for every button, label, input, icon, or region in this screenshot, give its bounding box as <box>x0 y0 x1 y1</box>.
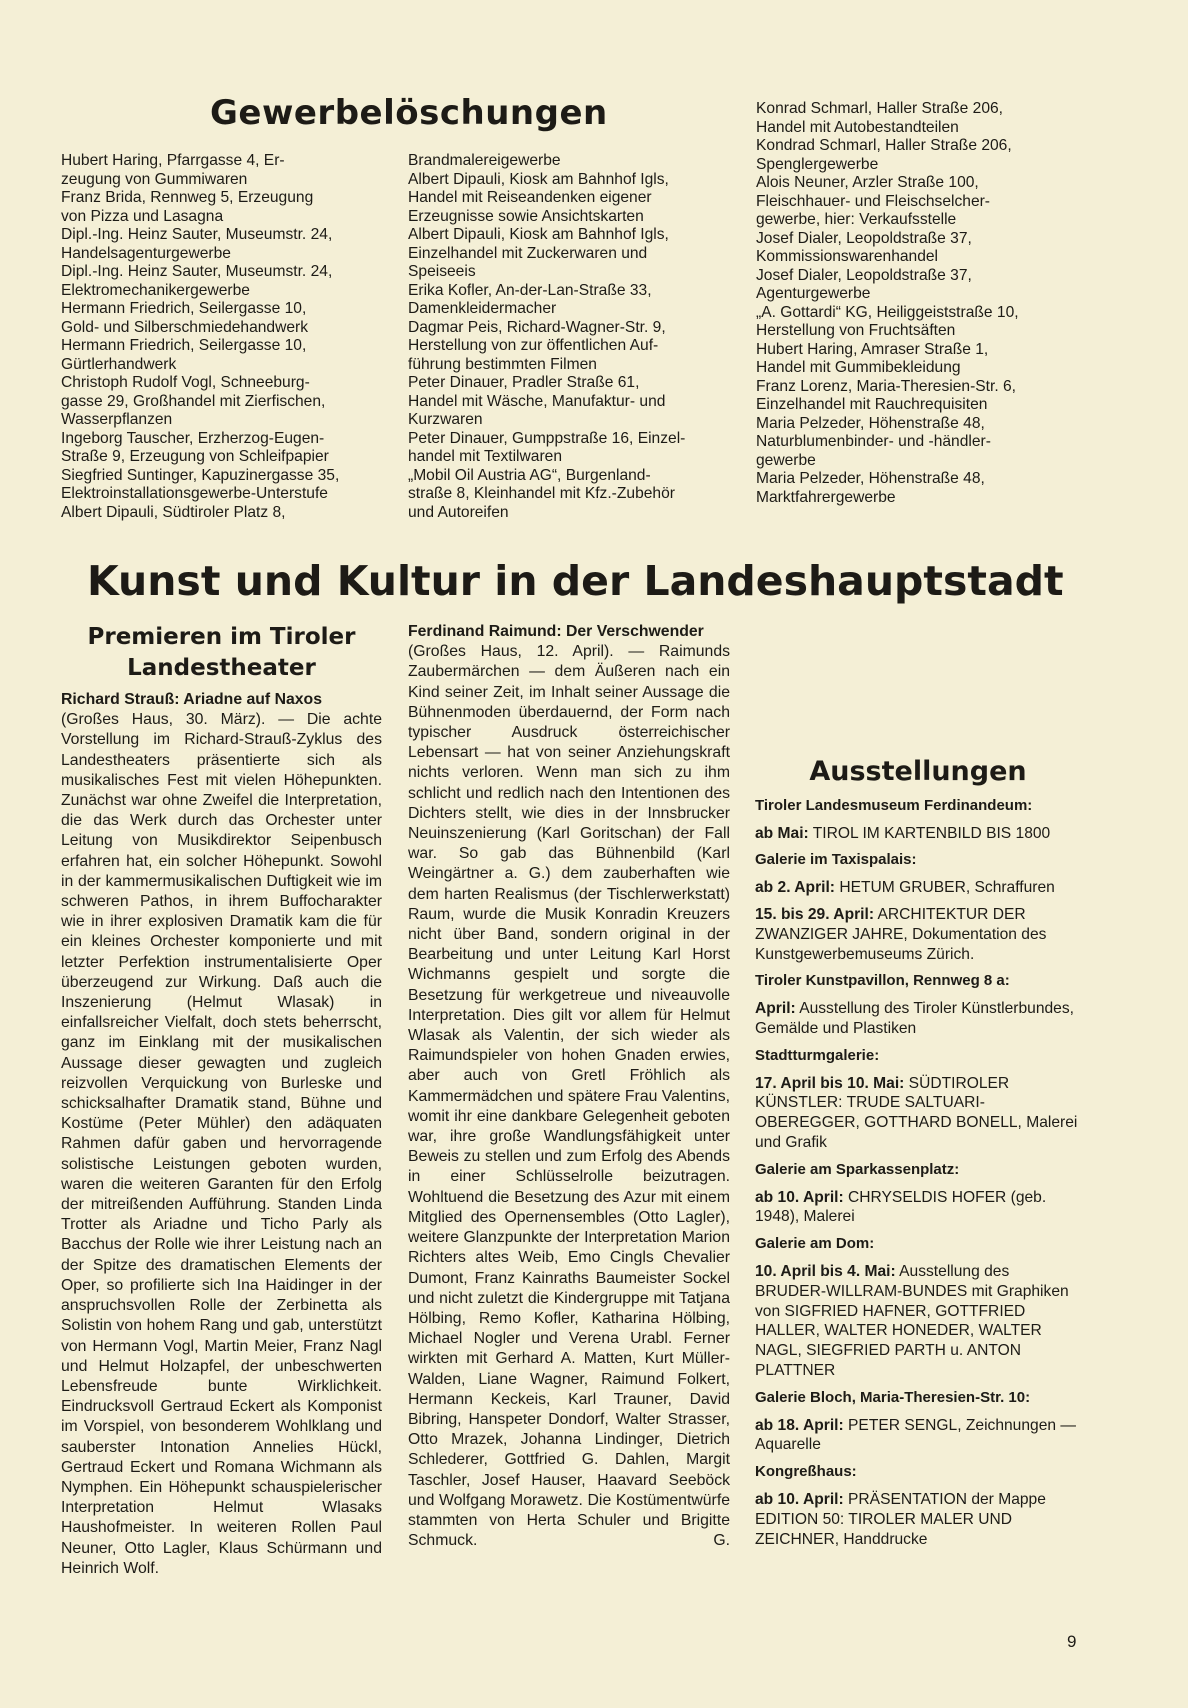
gewerbe-entry-line: Dagmar Peis, Richard-Wagner-Str. 9, <box>408 318 666 336</box>
gewerbe-entry-line: Ingeborg Tauscher, Erzherzog-Eugen- <box>61 429 325 447</box>
gewerbe-entry-line: Gürtlerhandwerk <box>61 355 177 373</box>
gewerbe-entry-line: Albert Dipauli, Südtiroler Platz 8, <box>61 503 286 521</box>
gewerbe-entry-line: Hermann Friedrich, Seilergasse 10, <box>61 337 307 354</box>
gewerbe-entry-line: Maria Pelzeder, Höhenstraße 48, <box>756 414 985 432</box>
exhibition-venue: Tiroler Landesmuseum Ferdinandeum: <box>755 796 1033 814</box>
exhibitions-column <box>755 748 1081 1556</box>
gewerbe-entry-line: gasse 29, Großhandel mit Zierfischen, <box>61 392 326 410</box>
exhibition-text: PETER SENGL, Zeichnungen — Aquarelle <box>755 1416 1076 1454</box>
gewerbe-column-1 <box>61 152 401 522</box>
gewerbe-entry-line: von Pizza und Lasagna <box>61 207 224 225</box>
exhibition-text: TIROL IM KARTENBILD BIS 1800 <box>808 824 1051 842</box>
gewerbe-entry-line: Maria Pelzeder, Höhenstraße 48, <box>756 470 985 487</box>
exhibition-date: 15. bis 29. April: <box>755 905 875 923</box>
article-body-ariadne: (Großes Haus, 30. März). — Die achte Vorstellung im Richard-Strauß-Zyklus des Landestheaters präsentierte sich als musikalisches Fest mit vielen Höhepunkten. Zunächst war ohne Zweifel die Interpretation, die das Werk durch das Orchester unter Leitung von Musikdirektor Seipenbusch erfahren hat, ein solcher Höhepunkt. Sowohl in der kammermusikalischen Duftigkeit wie im schweren Pathos, in ihrem Buffocharakter wie in ihrer explosiven Dramatik kam die für ein kleines Orchester komponierte und mit letzter Perfektion instrumentalisierte Oper überzeugend zur Wirkung. Daß auch die Inszenierung (Helmut Wlasak) in einfallsreicher Vielfalt, doch stets beherrscht, ganz im Einklang mit der musikalischen Aussage dieser gewagten und zugleich reizvollen Verquickung von Burleske und schicksalhafter Dramatik stand, Bühne und Kostüme (Peter Mühler) den adäquaten Rahmen dafür gaben und hervorragende solistische Leistungen geboten wurden, waren die weiteren Garanten für den Erfolg der mitreißenden Aufführung. Standen Linda Trotter als Ariadne und Ticho Parly als Bacchus der Rolle wie ihrer Leistung nach an der Spitze des dramatischen Elements der Oper, so profilierte sich Ina Haidinger in der anspruchsvollen Rolle der Zerbinetta als Solistin von hohem Rang und gab, unterstützt von Hermann Vogl, Martin Meier, Franz Nagl und Helmut Holzapfel, der unbeschwerten Lebensfreude bunte Wirklichkeit. Eindrucksvoll Gertraud Eckert als Komponist im Vorspiel, von besonderem Wohlklang und sauberster Intonation Annelies Hückl, Gertraud Eckert und Romana Wichmann als Nymphen. Ein Höhepunkt schauspielerischer Interpretation Helmut Wlasaks Haushofmeister. In weiteren Rollen Paul Neuner, Otto Lagler, Klaus Schürmann und Heinrich Wolf. <box>61 711 382 1577</box>
gewerbe-entry-line: Kommissionswarenhandel <box>756 248 939 265</box>
subheading-ausstellungen: Ausstellungen <box>809 756 1027 787</box>
gewerbe-entry-line: Spenglergewerbe <box>756 155 879 173</box>
exhibition-venue: Galerie im Taxispalais: <box>755 851 917 869</box>
gewerbe-entry-line: Hubert Haring, Amraser Straße 1, <box>756 340 989 358</box>
exhibition-venue: Galerie am Dom: <box>755 1235 875 1253</box>
gewerbe-entry-line: Handel mit Reiseandenken eigener <box>408 189 652 206</box>
exhibition-text: ARCHITEKTUR DER ZWANZIGER JAHRE, Dokumentation des Kunstgewerbemuseums Zürich. <box>755 905 1047 963</box>
gewerbe-entry-line: führung bestimmten Filmen <box>408 355 597 373</box>
article-verschwender <box>408 622 730 1551</box>
gewerbe-entry-line: Damenkleidermacher <box>408 300 557 317</box>
gewerbe-entry-line: Herstellung von zur öffentlichen Auf- <box>408 337 659 354</box>
gewerbe-entry-line: Elektroinstallationsgewerbe-Unterstufe <box>61 485 328 502</box>
exhibition-entry <box>755 878 1081 898</box>
exhibition-text: Ausstellung des BRUDER-WILLRAM-BUNDES mit Graphiken von SIGFRIED HAFNER, GOTTFRIED HALLER, WALTER HONEDER, WALTER NAGL, SIEGFRIED PARTH u. ANTON PLATTNER <box>755 1262 1069 1379</box>
gewerbe-entry-line: straße 8, Kleinhandel mit Kfz.-Zubehör <box>408 485 675 502</box>
page-number: 9 <box>1067 1632 1077 1651</box>
gewerbe-entry-line: zeugung von Gummiwaren <box>61 170 248 188</box>
gewerbe-entry-line: Josef Dialer, Leopoldstraße 37, <box>756 266 972 284</box>
gewerbe-entry-line: Herstellung von Fruchtsäften <box>756 322 956 339</box>
exhibition-entry <box>755 1490 1081 1549</box>
gewerbe-entry-line: Josef Dialer, Leopoldstraße 37, <box>756 229 972 247</box>
gewerbe-entry-line: Franz Lorenz, Maria-Theresien-Str. 6, <box>756 377 1016 395</box>
author-signature: G. <box>713 1532 730 1550</box>
exhibition-text: CHRYSELDIS HOFER (geb. 1948), Malerei <box>755 1188 1047 1226</box>
exhibition-entry <box>755 905 1081 964</box>
gewerbe-entry-line: Franz Brida, Rennweg 5, Erzeugung <box>61 189 314 206</box>
gewerbe-entry-line: Dipl.-Ing. Heinz Sauter, Museumstr. 24, <box>61 263 333 280</box>
section-title-kultur: Kunst und Kultur in der Landeshauptstadt <box>87 557 1064 605</box>
gewerbe-entry-line: Kondrad Schmarl, Haller Straße 206, <box>756 137 1012 154</box>
exhibition-text: SÜDTIROLER KÜNSTLER: TRUDE SALTUARI-OBEREGGER, GOTTHARD BONELL, Malerei und Grafik <box>755 1074 1078 1151</box>
exhibition-text: PRÄSENTATION der Mappe EDITION 50: TIROLER MALER UND ZEICHNER, Handdrucke <box>755 1490 1046 1548</box>
gewerbe-entry-line: Handel mit Autobestandteilen <box>756 118 959 136</box>
exhibition-date: 10. April bis 4. Mai: <box>755 1262 896 1280</box>
gewerbe-entry-line: Naturblumenbinder- und -händler- <box>756 433 991 450</box>
article-column-1 <box>61 622 382 1662</box>
gewerbe-entry-line: Handel mit Gummibekleidung <box>756 359 961 376</box>
gewerbe-entry-line: Agenturgewerbe <box>756 285 871 302</box>
gewerbe-entry-line: Peter Dinauer, Pradler Straße 61, <box>408 374 640 391</box>
exhibition-entry <box>755 1188 1081 1228</box>
gewerbe-entry-line: gewerbe <box>756 451 816 469</box>
gewerbe-column-3 <box>756 100 1086 507</box>
exhibition-entry <box>755 999 1081 1039</box>
exhibition-venue: Stadtturmgalerie: <box>755 1046 880 1064</box>
gewerbe-entry-line: Albert Dipauli, Kiosk am Bahnhof Igls, <box>408 170 669 188</box>
gewerbe-entry-line: Speiseeis <box>408 263 476 280</box>
gewerbe-entry-line: Straße 9, Erzeugung von Schleifpapier <box>61 448 329 465</box>
gewerbe-entry-line: Einzelhandel mit Rauchrequisiten <box>756 396 988 413</box>
article-heading-ariadne: Richard Strauß: Ariadne auf Naxos <box>61 691 322 708</box>
gewerbe-entry-line: Erzeugnisse sowie Ansichtskarten <box>408 207 644 225</box>
exhibition-venue: Tiroler Kunstpavillon, Rennweg 8 a: <box>755 972 1010 990</box>
exhibition-entry <box>755 1262 1081 1381</box>
gewerbe-entry-line: Siegfried Suntinger, Kapuzinergasse 35, <box>61 466 340 484</box>
gewerbe-entry-line: Handelsagenturgewerbe <box>61 244 231 262</box>
gewerbe-entry-line: „A. Gottardi“ KG, Heiliggeiststraße 10, <box>756 303 1019 321</box>
exhibition-entry <box>755 1416 1081 1456</box>
gewerbe-entry-line: Wasserpflanzen <box>61 411 173 428</box>
gewerbe-entry-line: Elektromechanikergewerbe <box>61 281 250 299</box>
gewerbe-entry-line: Peter Dinauer, Gumppstraße 16, Einzel- <box>408 429 686 447</box>
gewerbe-entry-line: Albert Dipauli, Kiosk am Bahnhof Igls, <box>408 226 669 243</box>
article-heading-verschwender: Ferdinand Raimund: Der Verschwender <box>408 623 704 640</box>
exhibition-date: 17. April bis 10. Mai: <box>755 1074 905 1092</box>
gewerbe-column-2 <box>408 152 728 522</box>
article-ariadne <box>61 690 382 1579</box>
gewerbe-entry-line: Einzelhandel mit Zuckerwaren und <box>408 244 648 262</box>
exhibition-date: ab Mai: <box>755 824 809 842</box>
section-title-gewerbe: Gewerbelöschungen <box>210 93 608 133</box>
exhibition-date: ab 18. April: <box>755 1416 844 1434</box>
gewerbe-entry-line: Alois Neuner, Arzler Straße 100, <box>756 174 979 191</box>
exhibition-text: HETUM GRUBER, Schraffuren <box>835 879 1055 897</box>
exhibition-date: April: <box>755 1000 796 1018</box>
gewerbe-entry-line: Kurzwaren <box>408 411 483 428</box>
article-body-verschwender: (Großes Haus, 12. April). — Raimunds Zaubermärchen — dem Äußeren nach ein Kind seiner Zeit, im Inhalt seiner Aussage die Bühnenmoden überdauernd, der Form nach typischer Ausdruck österreichischer Lebensart — hat von seiner Anziehungskraft nichts verloren. Wenn man sich zu ihm schlicht und redlich nach den Intentionen des Dichters stellt, wie dies in der Innsbrucker Neuinszenierung (Karl Goritschan) der Fall war. So gab das Bühnenbild (Karl Weingärtner a. G.) dem zauberhaften wie dem harten Realismus (der Tischlerwerkstatt) Raum, wurde die Musik Konradin Kreuzers nicht über Band, sondern original in der Bearbeitung und unter Leitung Karl Horst Wichmanns gespielt und sorgte die Besetzung für werkgetreue und niveauvolle Interpretation. Dies gilt vor allem für Helmut Wlasak als Valentin, der sich wieder als Raimundspieler von hohen Gnaden erwies, aber auch von Gretl Fröhlich als Kammermädchen und spätere Frau Valentins, womit ihr eine dankbare Gelegenheit geboten war, ihre große Wandlungsfähigkeit unter Beweis zu stellen und zum Erfolg des Abends in einer Schlüsselrolle beizutragen. Wohltuend die Besetzung des Azur mit einem Mitglied des Opernensembles (Otto Lagler), weitere Glanzpunkte der Interpretation Marion Richters altes Weib, Emo Cingls Chevalier Dumont, Franz Kainraths Baumeister Sockel und nicht zuletzt die Kindergruppe mit Tatjana Hölbing, Remo Kofler, Katharina Hölbing, Michael Nogler und Verena Urabl. Ferner wirkten mit Gerhard A. Matten, Kurt Müller-Walden, Liane Wagner, Raimund Folkert, Hermann Keckeis, Karl Trauner, David Bibring, Hanspeter Dondorf, Walter Strasser, Otto Mrazek, Johanna Lindinger, Dietrich Schlederer, Gottfried G. Dahlen, Margit Taschler, Josef Hauser, Haavard Seeböck und Wolfgang Morawetz. Die Kostümentwürfe stammten von Herta Schuler und Brigitte Schmuck. <box>408 643 730 1550</box>
gewerbe-entry-line: Brandmalereigewerbe <box>408 152 561 169</box>
gewerbe-entry-line: Fleischhauer- und Fleischselcher- <box>756 192 991 210</box>
gewerbe-entry-line: Marktfahrergewerbe <box>756 488 896 506</box>
subheading-premieren: Premieren im Tiroler Landestheater <box>87 624 356 681</box>
exhibition-date: ab 10. April: <box>755 1490 844 1508</box>
exhibition-date: ab 2. April: <box>755 879 836 897</box>
gewerbe-entry-line: Erika Kofler, An-der-Lan-Straße 33, <box>408 281 652 299</box>
exhibition-venue: Galerie am Sparkassenplatz: <box>755 1160 960 1178</box>
exhibition-date: ab 10. April: <box>755 1188 844 1206</box>
exhibition-entry <box>755 824 1081 844</box>
gewerbe-entry-line: handel mit Textilwaren <box>408 448 562 465</box>
gewerbe-entry-line: Dipl.-Ing. Heinz Sauter, Museumstr. 24, <box>61 226 333 243</box>
gewerbe-entry-line: und Autoreifen <box>408 503 509 521</box>
article-column-2 <box>408 622 730 1662</box>
gewerbe-entry-line: Hubert Haring, Pfarrgasse 4, Er- <box>61 152 285 169</box>
gewerbe-entry-line: Hermann Friedrich, Seilergasse 10, <box>61 300 307 317</box>
gewerbe-entry-line: Konrad Schmarl, Haller Straße 206, <box>756 100 1004 117</box>
exhibition-venue: Galerie Bloch, Maria-Theresien-Str. 10: <box>755 1388 1031 1406</box>
exhibition-text: Ausstellung des Tiroler Künstlerbundes, Gemälde und Plastiken <box>755 1000 1074 1037</box>
gewerbe-entry-line: Handel mit Wäsche, Manufaktur- und <box>408 392 666 410</box>
gewerbe-entry-line: Gold- und Silberschmiedehandwerk <box>61 318 309 336</box>
gewerbe-entry-line: gewerbe, hier: Verkaufsstelle <box>756 211 957 228</box>
exhibition-venue: Kongreßhaus: <box>755 1463 857 1481</box>
gewerbe-entry-line: Christoph Rudolf Vogl, Schneeburg- <box>61 374 310 391</box>
gewerbe-entry-line: „Mobil Oil Austria AG“, Burgenland- <box>408 466 651 484</box>
exhibition-entry <box>755 1074 1081 1153</box>
